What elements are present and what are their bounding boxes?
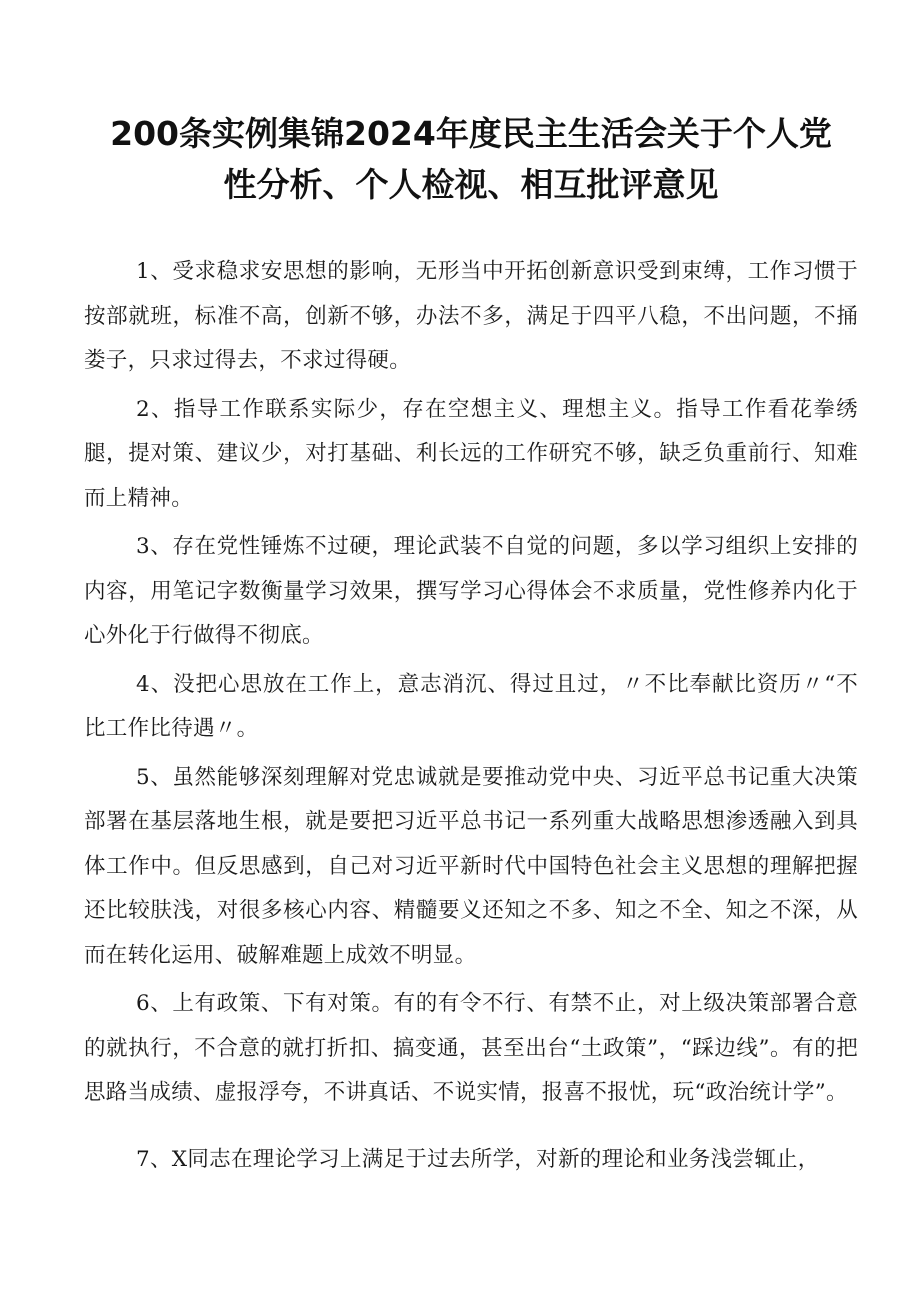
paragraph-2: 2、指导工作联系实际少，存在空想主义、理想主义。指导工作看花拳绣腿，提对策、建议少，对打基础、利长远的工作研究不够，缺乏负重前行、知难而上精神。	[84, 396, 858, 511]
paragraph-4: 4、没把心思放在工作上，意志消沉、得过且过，〃不比奉献比资历〃“不比工作比待遇〃。	[84, 671, 858, 741]
document-title-line-1: 200条实例集锦2024年度民主生活会关于个人党	[110, 114, 832, 153]
paragraph-5: 5、虽然能够深刻理解对党忠诚就是要推动党中央、习近平总书记重大决策部署在基层落地生根，就是要把习近平总书记一系列重大战略思想渗透融入到具体工作中。但反思感到，自己对习近平新时代中国特色社会主义思想的理解把握还比较肤浅，对很多核心内容、精髓要义还知之不多、知之不全、知之不深，从而在转化运用、破解难题上成效不明显。	[84, 764, 858, 968]
paragraph-3: 3、存在党性锤炼不过硬，理论武装不自觉的问题，多以学习组织上安排的内容，用笔记字数衡量学习效果，撰写学习心得体会不求质量，党性修养内化于心外化于行做得不彻底。	[84, 534, 858, 648]
document-title-line-2: 性分析、个人检视、相互批评意见	[223, 165, 719, 204]
document-title	[84, 108, 858, 210]
paragraph-6: 6、上有政策、下有对策。有的有令不行、有禁不止，对上级决策部署合意的就执行，不合意的就打折扣、搞变通，甚至出台“土政策”，“踩边线”。有的把思路当成绩、虚报浮夸，不讲真话、不说实情，报喜不报忧，玩“政治统计学”。	[84, 991, 858, 1105]
paragraph-1: 1、受求稳求安思想的影响，无形当中开拓创新意识受到束缚，工作习惯于按部就班，标准不高，创新不够，办法不多，满足于四平八稳，不出问题，不捅娄子，只求过得去，不求过得硬。	[84, 259, 858, 373]
document-body	[84, 250, 858, 1182]
paragraph-7: 7、X同志在理论学习上满足于过去所学，对新的理论和业务浅尝辄止，	[136, 1146, 820, 1172]
